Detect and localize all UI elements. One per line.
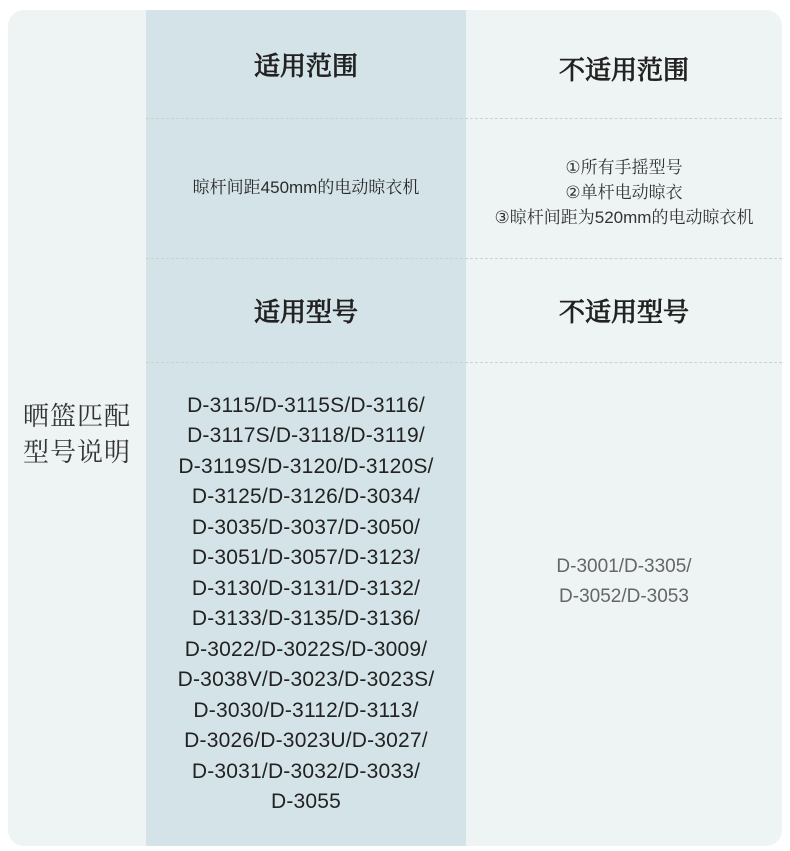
applicable-model-line: D-3115/D-3115S/D-3116/ — [187, 393, 425, 417]
not-applicable-range-cell — [466, 126, 782, 258]
applicable-model-line: D-3133/D-3135/D-3136/ — [191, 607, 421, 630]
side-label-column — [8, 10, 146, 846]
not-applicable-column — [466, 10, 782, 846]
divider-1 — [146, 118, 782, 119]
applicable-model-line: D-3026/D-3023U/D-3027/ — [184, 729, 428, 752]
applicable-range-cell — [146, 118, 466, 258]
not-applicable-range-item: ②单杆电动晾衣 — [565, 182, 683, 202]
applicable-model-line: D-3055 — [270, 790, 342, 813]
applicable-range-text: 晾杆间距450mm的电动晾衣机 — [192, 178, 420, 197]
side-title-line2: 型号说明 — [22, 437, 131, 467]
not-applicable-range-item: ③晾杆间距为520mm的电动晾衣机 — [494, 207, 754, 227]
applicable-models-header: 适用型号 — [253, 296, 358, 327]
side-title — [12, 398, 142, 470]
divider-2 — [146, 258, 782, 259]
not-applicable-model-line: D-3052/D-3053 — [559, 586, 689, 607]
side-title-line1: 晒篮匹配 — [22, 401, 131, 431]
not-applicable-models-header: 不适用型号 — [558, 296, 689, 327]
applicable-model-line: D-3030/D-3112/D-3113/ — [193, 698, 419, 722]
not-applicable-range-header-cell — [466, 10, 782, 126]
applicable-column — [146, 10, 466, 846]
divider-3 — [146, 362, 782, 363]
applicable-model-line: D-3130/D-3131/D-3132/ — [191, 576, 421, 600]
not-applicable-model-line: D-3001/D-3305/ — [556, 556, 692, 577]
not-applicable-models-header-cell — [466, 258, 782, 362]
applicable-models-cell — [146, 362, 466, 846]
not-applicable-range-header: 不适用范围 — [558, 54, 689, 85]
applicable-models-list — [178, 391, 435, 818]
not-applicable-range-list — [495, 155, 754, 230]
compatibility-table — [8, 10, 782, 846]
applicable-models-header-cell — [146, 258, 466, 362]
applicable-model-line: D-3038V/D-3023/D-3023S/ — [177, 668, 435, 691]
not-applicable-range-item: ①所有手摇型号 — [565, 157, 683, 177]
applicable-model-line: D-3051/D-3057/D-3123/ — [191, 546, 421, 569]
applicable-model-line: D-3035/D-3037/D-3050/ — [191, 515, 421, 539]
not-applicable-models-cell — [466, 362, 782, 802]
applicable-model-line: D-3031/D-3032/D-3033/ — [191, 759, 421, 783]
applicable-range-header: 适用范围 — [253, 50, 358, 81]
applicable-model-line: D-3119S/D-3120/D-3120S/ — [178, 454, 434, 478]
applicable-model-line: D-3117S/D-3118/D-3119/ — [187, 424, 425, 447]
applicable-model-line: D-3125/D-3126/D-3034/ — [191, 485, 421, 508]
applicable-model-line: D-3022/D-3022S/D-3009/ — [184, 637, 428, 661]
applicable-range-header-cell — [146, 10, 466, 118]
not-applicable-models-list — [556, 552, 691, 612]
